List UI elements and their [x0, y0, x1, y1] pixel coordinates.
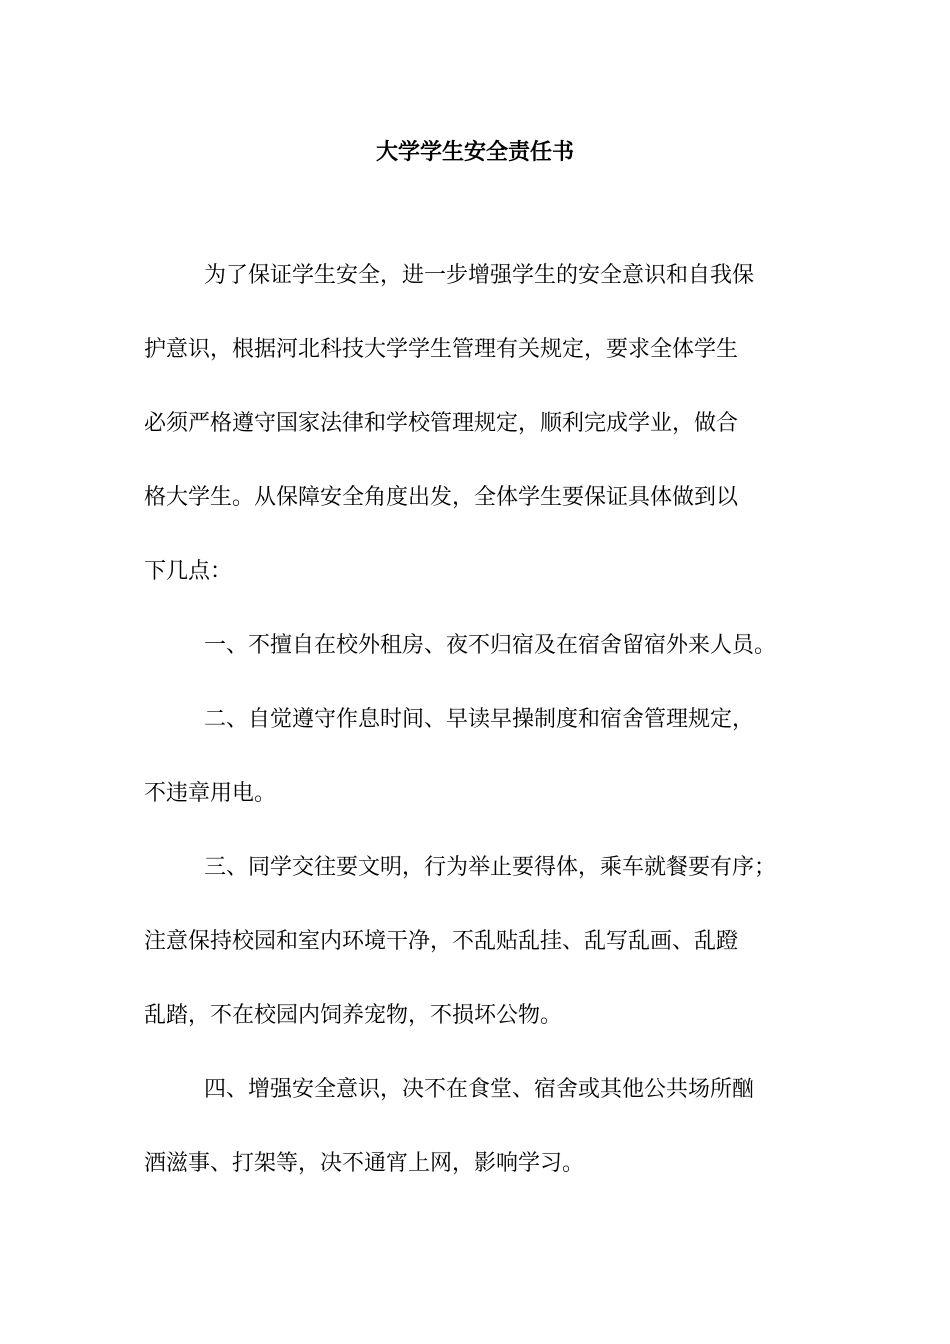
rule-3-line-1: 三、同学交往要文明，行为举止要得体，乘车就餐要有序； [204, 855, 777, 880]
paragraph-intro-line-3: 必须严格遵守国家法律和学校管理规定，顺利完成学业，做合 [144, 411, 739, 436]
rule-2-line-2: 不违章用电。 [144, 781, 277, 806]
rule-3-line-3: 乱踏，不在校园内饲养宠物，不损坏公物。 [144, 1003, 563, 1028]
paragraph-intro-line-4: 格大学生。从保障安全角度出发，全体学生要保证具体做到以 [144, 485, 739, 510]
rule-3-line-2: 注意保持校园和室内环境干净，不乱贴乱挂、乱写乱画、乱蹬 [144, 929, 739, 954]
paragraph-intro-line-1: 为了保证学生安全，进一步增强学生的安全意识和自我保 [204, 263, 755, 288]
paragraph-intro-line-2: 护意识，根据河北科技大学学生管理有关规定，要求全体学生 [144, 337, 739, 362]
rule-1-line-1: 一、不擅自在校外租房、夜不归宿及在宿舍留宿外来人员。 [204, 633, 777, 658]
paragraph-intro-line-5: 下几点： [144, 559, 233, 584]
document-title: 大学学生安全责任书 [375, 139, 574, 165]
rule-2-line-1: 二、自觉遵守作息时间、早读早操制度和宿舍管理规定， [204, 707, 755, 732]
rule-4-line-2: 酒滋事、打架等，决不通宵上网，影响学习。 [144, 1151, 585, 1176]
rule-4-line-1: 四、增强安全意识，决不在食堂、宿舍或其他公共场所酗 [204, 1077, 755, 1102]
